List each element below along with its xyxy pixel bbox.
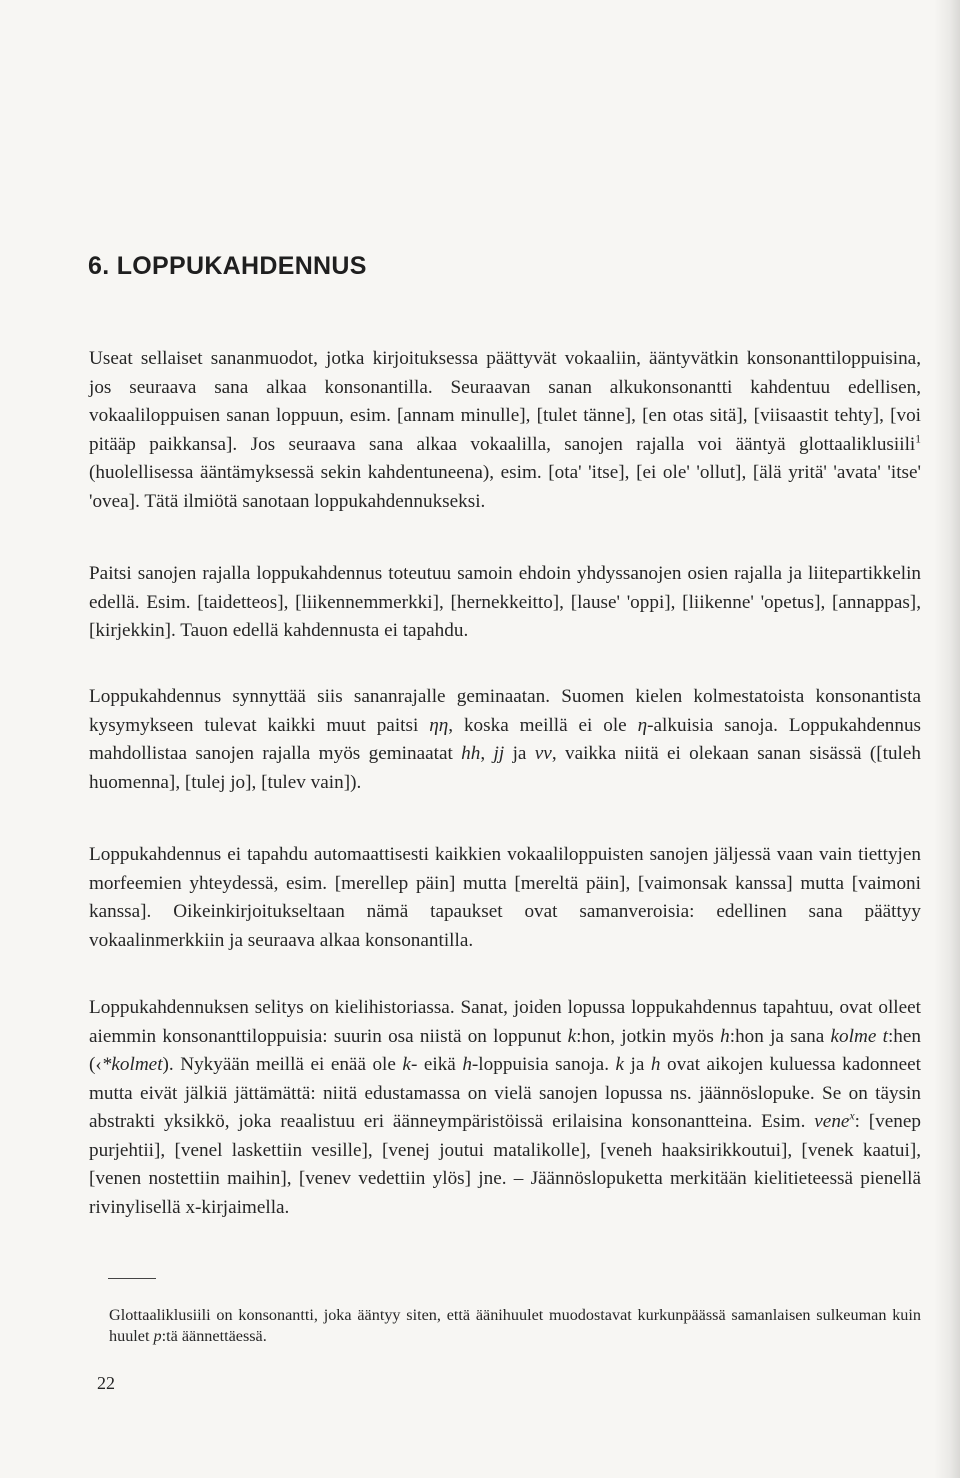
italic-term: t xyxy=(882,1025,888,1047)
text-run: Paitsi sanojen rajalla loppukahdennus toteutuu samoin ehdoin yhdyssanojen osien rajalla ja liitepartikkelin edellä. Esim. [taidetteos], [liikennemmerkki], [hernekkeitto], [lause' 'oppi], [liikenne' 'opetus], [annappas], [kirjekkin]. Tauon edellä kahdennusta ei tapahdu. xyxy=(89,563,921,641)
text-run: : [venep purjehtii], [venel laskettiin vesille], [venej joutui matalikolle], [veneh haaksirikkoutui], [venek kaatui], [venen nostettiin maihin], [venev vedettiin ylös] jne. – Jäännöslopuketta merkitään kielitieteessä pienellä rivinylisellä x-kirjaimella. xyxy=(89,1111,921,1218)
page-number: 22 xyxy=(97,1373,115,1393)
text-run: :tä äännettäessä. xyxy=(161,1327,267,1345)
italic-term: jj xyxy=(493,743,505,764)
text-run: Loppukahdennuksen selitys on kielihistoriassa. Sanat, joiden lopussa loppukahdennus tapahtuu, ovat olleet aiemmin konsonanttiloppuisia: suurin osa niistä on loppunut xyxy=(89,997,921,1047)
italic-term: p xyxy=(153,1327,162,1345)
paragraph-text xyxy=(89,994,921,1222)
text-run: :hon, jotkin myös xyxy=(576,1025,721,1047)
italic-term: h xyxy=(650,1054,661,1075)
text-run: - eikä xyxy=(410,1054,463,1075)
text-run: :hon ja sana xyxy=(729,1025,831,1047)
text-run: , koska meillä ei ole xyxy=(448,714,638,736)
italic-term: k xyxy=(402,1054,411,1075)
paragraph-text xyxy=(89,345,921,516)
italic-term: vene xyxy=(814,1111,850,1132)
paragraph-1 xyxy=(89,345,921,516)
footnote xyxy=(109,1305,921,1347)
text-run: Glottaaliklusiili on konsonantti, joka ääntyy siten, että äänihuulet muodostavat kurkunpäässä samanlaisen sulkeuman kuin huulet xyxy=(109,1306,921,1345)
paragraph-3 xyxy=(89,683,921,797)
italic-term: hh xyxy=(461,743,481,764)
text-run: (huolellisessa ääntämyksessä sekin kahdentuneena), esim. [ota' 'itse], [ei ole' 'ollut], [älä yritä' 'avata' 'itse' 'ovea]. Tätä ilmiötä sanotaan loppukahdennukseksi. xyxy=(89,462,921,512)
text-run: Loppukahdennus synnyttää siis sananrajalle geminaatan. Suomen kielen kolmestatoista konsonantista kysymykseen tulevat kaikki muut paitsi xyxy=(89,686,921,736)
italic-term: k xyxy=(567,1025,577,1047)
superscript-mark: 1 xyxy=(915,433,921,446)
italic-term: *kolmet xyxy=(101,1054,163,1075)
paragraph-text xyxy=(89,841,921,955)
text-run: Useat sellaiset sananmuodot, jotka kirjoituksessa päättyvät vokaaliin, ääntyvätkin konsonanttiloppuisina, jos seuraava sana alkaa konsonantilla. Seuraavan sanan alkukonsonantti kahdentuu edellisen, vokaaliloppuisen sanan loppuun, esim. [annam minulle], [tulet tänne], [en otas sitä], [viisaastit tehty], [voi pitääp paikkansa]. Jos seuraava sana alkaa vokaalilla, sanojen rajalla voi ääntyä glottaaliklusiili xyxy=(89,348,921,455)
paragraph-text xyxy=(89,683,921,797)
italic-term: h xyxy=(720,1025,730,1047)
text-run: , xyxy=(480,743,494,764)
text-run: Loppukahdennus ei tapahdu automaattisesti kaikkien vokaaliloppuisten sanojen jäljessä vaan vain tiettyjen morfeemien yhteydessä, esim. [merellep päin] mutta [mereltä päin], [vaimonsak kanssa] mutta [vaimoni kanssa]. Oikeinkirjoitukseltaan nämä tapaukset ovat samanveroisia: edellinen sana päättyy vokaalinmerkkiin ja seuraava alkaa konsonantilla. xyxy=(89,844,921,951)
paragraph-2 xyxy=(89,560,921,646)
page-edge-shadow xyxy=(934,0,960,1478)
italic-term: η xyxy=(637,714,648,736)
italic-term: kolme xyxy=(830,1025,877,1047)
paragraph-text xyxy=(89,560,921,646)
text-run: ). Nykyään meillä ei enää ole xyxy=(162,1054,403,1075)
chapter-heading: 6. LOPPUKAHDENNUS xyxy=(88,252,367,280)
text-run: :hen (‹ xyxy=(89,1025,921,1075)
italic-term: vv xyxy=(534,743,552,764)
paragraph-5 xyxy=(89,994,921,1222)
italic-term: ηη xyxy=(429,714,449,736)
text-run: -alkuisia sanoja. Loppukahdennus mahdollistaa sanojen rajalla myös geminaatat xyxy=(89,714,922,764)
text-run: , vaikka niitä ei olekaan sanan sisässä ([tuleh huomenna], [tulej jo], [tulev vain]). xyxy=(89,743,921,793)
text-run: -loppuisia sanoja. xyxy=(471,1054,616,1075)
superscript-mark: x xyxy=(849,1110,855,1123)
italic-term: h xyxy=(462,1054,472,1075)
paragraph-4 xyxy=(89,841,921,955)
text-run: ja xyxy=(624,1054,651,1075)
text-run: ja xyxy=(504,743,535,764)
text-run: ovat aikojen kuluessa kadonneet mutta eivät jälkiä jättämättä: niitä edustamassa on vielä sanojen lopussa ns. jäännöslopuke. Se on täysin abstrakti yksikkö, joka reaalistuu eri äänneympäristöissä erilaisina konsonantteina. Esim. xyxy=(89,1054,921,1132)
footnote-text xyxy=(109,1305,921,1347)
italic-term: k xyxy=(615,1054,625,1075)
footnote-divider xyxy=(108,1278,156,1279)
